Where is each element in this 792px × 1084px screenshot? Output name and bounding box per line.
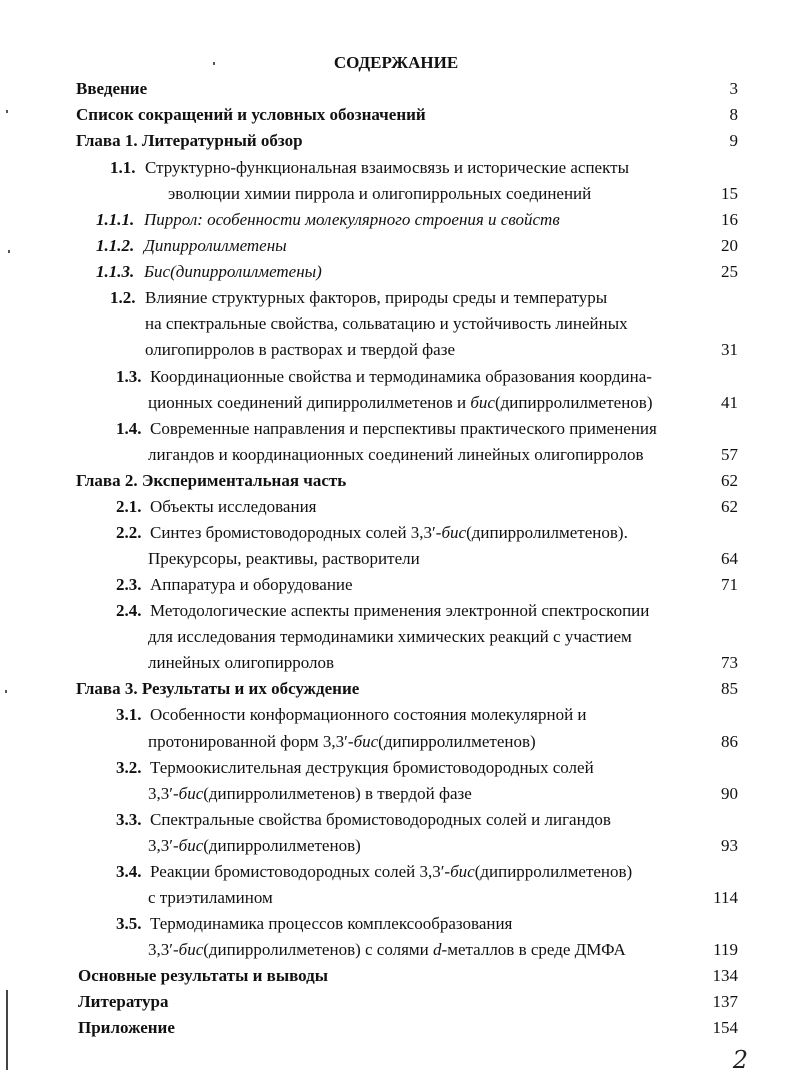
section-title-cont: эволюции химии пиррола и олигопиррольных соединений bbox=[168, 184, 592, 203]
toc-subsection bbox=[0, 234, 792, 258]
section-title: Влияние структурных факторов, природы среды и температуры bbox=[145, 288, 608, 307]
toc-section bbox=[0, 703, 792, 727]
chapter-title: Глава 2. Экспериментальная часть bbox=[76, 471, 347, 490]
toc-section bbox=[0, 521, 792, 545]
section-title: Термоокислительная деструкция бромистоводородных солей bbox=[150, 758, 594, 777]
toc-chapter bbox=[0, 677, 792, 701]
toc-section bbox=[0, 417, 792, 441]
entry-page: 64 bbox=[721, 549, 738, 568]
toc-section-cont bbox=[0, 625, 792, 649]
entry-page: 20 bbox=[721, 236, 738, 255]
section-title: Синтез бромистоводородных солей 3,3′-бис(дипирролилметенов). bbox=[150, 523, 628, 542]
section-number: 2.2. bbox=[116, 523, 142, 542]
section-number: 3.2. bbox=[116, 758, 142, 777]
toc-section-cont bbox=[0, 834, 792, 858]
toc-title: СОДЕРЖАНИЕ bbox=[333, 53, 459, 72]
section-number: 3.5. bbox=[116, 914, 142, 933]
toc-chapter bbox=[0, 469, 792, 493]
section-number: 2.4. bbox=[116, 601, 142, 620]
toc-section bbox=[0, 286, 792, 310]
toc-section bbox=[0, 808, 792, 832]
section-title-cont: для исследования термодинамики химических реакций с участием bbox=[148, 627, 632, 646]
section-title: Аппаратура и оборудование bbox=[150, 575, 353, 594]
toc-section bbox=[0, 599, 792, 623]
toc-section bbox=[0, 156, 792, 180]
entry-page: 41 bbox=[721, 393, 738, 412]
entry-page: 15 bbox=[721, 184, 738, 203]
toc-section-cont bbox=[0, 182, 792, 206]
toc-section bbox=[0, 573, 792, 597]
entry-page: 93 bbox=[721, 836, 738, 855]
section-title: Особенности конформационного состояния молекулярной и bbox=[150, 705, 587, 724]
entry-text: Введение bbox=[76, 79, 148, 98]
section-number: 3.3. bbox=[116, 810, 142, 829]
entry-page: 25 bbox=[721, 262, 738, 281]
toc-section-cont bbox=[0, 938, 792, 962]
scan-edge-line bbox=[6, 990, 8, 1070]
entry-page: 73 bbox=[721, 653, 738, 672]
toc-entry bbox=[0, 1016, 792, 1040]
toc-entry bbox=[0, 77, 792, 101]
section-title-cont: 3,3′-бис(дипирролилметенов) с солями d-металлов в среде ДМФА bbox=[148, 940, 626, 959]
entry-page: 154 bbox=[712, 1018, 738, 1037]
entry-page: 85 bbox=[721, 679, 738, 698]
entry-page: 86 bbox=[721, 732, 738, 751]
toc-section bbox=[0, 756, 792, 780]
toc-section-cont bbox=[0, 547, 792, 571]
entry-text: Основные результаты и выводы bbox=[78, 966, 329, 985]
entry-page: 119 bbox=[713, 940, 738, 959]
section-title-cont: лигандов и координационных соединений линейных олигопирролов bbox=[148, 445, 644, 464]
scan-speck bbox=[5, 690, 7, 693]
toc-section bbox=[0, 495, 792, 519]
section-number: 2.3. bbox=[116, 575, 142, 594]
subsection-title: Пиррол: особенности молекулярного строения и свойств bbox=[144, 210, 560, 229]
section-title: Объекты исследования bbox=[150, 497, 317, 516]
toc-section-cont bbox=[0, 443, 792, 467]
section-title: Термодинамика процессов комплексообразования bbox=[150, 914, 513, 933]
toc-section-cont bbox=[0, 886, 792, 910]
section-number: 3.4. bbox=[116, 862, 142, 881]
scan-speck bbox=[6, 110, 8, 113]
entry-page: 57 bbox=[721, 445, 738, 464]
section-title: Методологические аспекты применения электронной спектроскопии bbox=[150, 601, 650, 620]
section-title-cont: олигопирролов в растворах и твердой фазе bbox=[145, 340, 455, 359]
entry-page: 114 bbox=[713, 888, 738, 907]
toc-section bbox=[0, 365, 792, 389]
toc-section-cont bbox=[0, 391, 792, 415]
section-title-cont: с триэтиламином bbox=[148, 888, 273, 907]
chapter-title: Глава 3. Результаты и их обсуждение bbox=[76, 679, 360, 698]
section-title-cont: на спектральные свойства, сольватацию и устойчивость линейных bbox=[145, 314, 628, 333]
entry-page: 62 bbox=[721, 471, 738, 490]
section-number: 3.1. bbox=[116, 705, 142, 724]
toc-entry bbox=[0, 990, 792, 1014]
subsection-number: 1.1.3. bbox=[96, 262, 135, 281]
entry-page: 9 bbox=[729, 131, 738, 150]
section-title: Структурно-функциональная взаимосвязь и исторические аспекты bbox=[145, 158, 629, 177]
section-title-cont: ционных соединений дипирролилметенов и бис(дипирролилметенов) bbox=[148, 393, 653, 412]
section-number: 1.1. bbox=[110, 158, 136, 177]
toc-subsection bbox=[0, 208, 792, 232]
entry-page: 71 bbox=[721, 575, 738, 594]
subsection-title: Бис(дипирролилметены) bbox=[144, 262, 322, 281]
toc-entry bbox=[0, 964, 792, 988]
entry-text: Приложение bbox=[78, 1018, 175, 1037]
entry-page: 16 bbox=[721, 210, 738, 229]
handwritten-page-number: 2 bbox=[732, 1046, 748, 1074]
entry-page: 62 bbox=[721, 497, 738, 516]
section-title: Современные направления и перспективы практического применения bbox=[150, 419, 657, 438]
toc-section-cont bbox=[0, 782, 792, 806]
toc-section-cont bbox=[0, 338, 792, 362]
toc-chapter bbox=[0, 129, 792, 153]
subsection-number: 1.1.2. bbox=[96, 236, 135, 255]
toc-section-cont bbox=[0, 312, 792, 336]
entry-page: 90 bbox=[721, 784, 738, 803]
section-number: 2.1. bbox=[116, 497, 142, 516]
toc-section-cont bbox=[0, 651, 792, 675]
entry-text: Литература bbox=[78, 992, 169, 1011]
subsection-title: Дипирролилметены bbox=[144, 236, 287, 255]
section-title: Координационные свойства и термодинамика образования координа- bbox=[150, 367, 652, 386]
section-number: 1.4. bbox=[116, 419, 142, 438]
section-number: 1.2. bbox=[110, 288, 136, 307]
section-number: 1.3. bbox=[116, 367, 142, 386]
section-title-cont: протонированной форм 3,3′-бис(дипирролилметенов) bbox=[148, 732, 536, 751]
scan-speck bbox=[213, 62, 215, 65]
toc-entry bbox=[0, 103, 792, 127]
section-title-cont: Прекурсоры, реактивы, растворители bbox=[148, 549, 420, 568]
entry-page: 137 bbox=[712, 992, 738, 1011]
section-title: Спектральные свойства бромистоводородных солей и лигандов bbox=[150, 810, 611, 829]
toc-subsection bbox=[0, 260, 792, 284]
toc-section bbox=[0, 860, 792, 884]
entry-page: 8 bbox=[729, 105, 738, 124]
scan-speck bbox=[8, 250, 10, 253]
toc-section-cont bbox=[0, 730, 792, 754]
entry-page: 3 bbox=[729, 79, 738, 98]
section-title: Реакции бромистоводородных солей 3,3′-бис(дипирролилметенов) bbox=[150, 862, 633, 881]
section-title-cont: 3,3′-бис(дипирролилметенов) bbox=[148, 836, 361, 855]
entry-text: Список сокращений и условных обозначений bbox=[76, 105, 426, 124]
section-title-cont: 3,3′-бис(дипирролилметенов) в твердой фазе bbox=[148, 784, 472, 803]
chapter-title: Глава 1. Литературный обзор bbox=[76, 131, 303, 150]
toc-section bbox=[0, 912, 792, 936]
subsection-number: 1.1.1. bbox=[96, 210, 135, 229]
entry-page: 31 bbox=[721, 340, 738, 359]
entry-page: 134 bbox=[712, 966, 738, 985]
section-title-cont: линейных олигопирролов bbox=[148, 653, 334, 672]
